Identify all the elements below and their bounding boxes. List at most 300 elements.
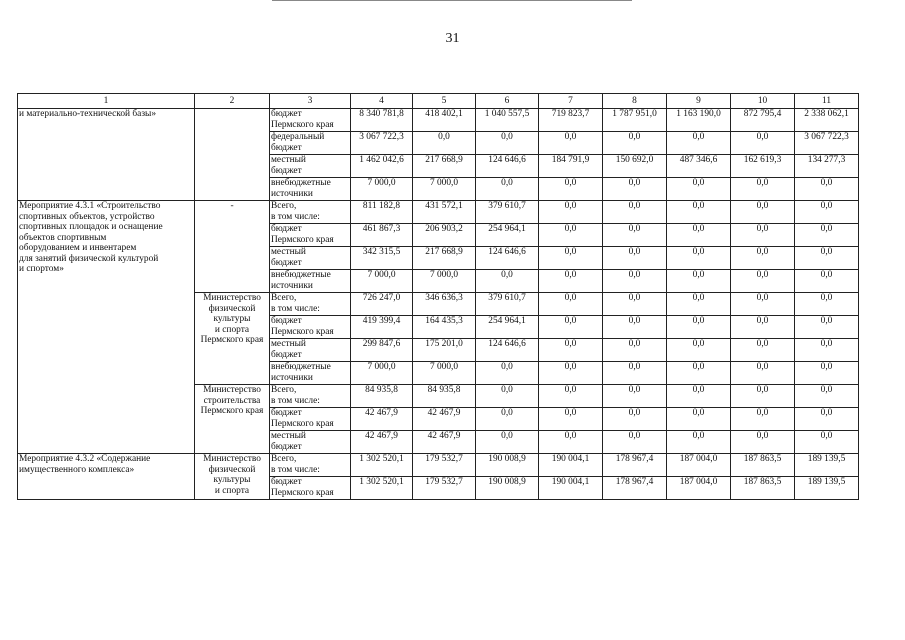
value-cell-line: 0,0 — [564, 270, 577, 280]
value-cell — [539, 293, 603, 316]
value-cell-line: 0,0 — [692, 316, 705, 326]
value-cell-line: 0,0 — [628, 201, 641, 211]
source-cell-line: источники — [271, 188, 313, 199]
value-cell — [731, 477, 795, 500]
value-cell-line: 178 967,4 — [615, 477, 654, 487]
value-cell — [603, 155, 667, 178]
value-cell-line: 42 467,9 — [427, 431, 461, 441]
source-cell-line: Всего, — [271, 385, 297, 395]
measure-name-line: Мероприятие 4.3.1 «Строительство — [19, 201, 161, 211]
value-cell-line: 0,0 — [692, 339, 705, 349]
value-cell-line: 299 847,6 — [362, 339, 401, 349]
value-cell-line: 42 467,9 — [427, 408, 461, 418]
value-cell-line: 0,0 — [564, 431, 577, 441]
value-cell-line: 0,0 — [501, 431, 513, 441]
value-cell-line: 217 668,9 — [425, 155, 463, 165]
value-cell-line: 0,0 — [820, 385, 833, 395]
value-cell — [667, 178, 731, 201]
value-cell-line: 84 935,8 — [365, 385, 398, 395]
value-cell — [667, 385, 731, 408]
value-cell — [351, 178, 413, 201]
value-cell — [603, 339, 667, 362]
value-cell — [539, 316, 603, 339]
value-cell — [539, 408, 603, 431]
value-cell — [603, 477, 667, 500]
value-cell-line: 0,0 — [628, 224, 641, 234]
value-cell — [795, 270, 859, 293]
value-cell — [539, 362, 603, 385]
value-cell-line: 150 692,0 — [615, 155, 654, 165]
source-cell-line: местный — [271, 431, 306, 441]
value-cell-line: 7 000,0 — [429, 362, 459, 372]
value-cell-line: 124 646,6 — [488, 155, 526, 165]
value-cell-line: 42 467,9 — [365, 408, 398, 418]
value-cell — [413, 109, 476, 132]
value-cell — [603, 109, 667, 132]
source-cell-line: федеральный — [271, 132, 325, 142]
value-cell-line: 175 201,0 — [425, 339, 463, 349]
value-cell — [413, 293, 476, 316]
source-cell — [270, 155, 351, 178]
value-cell-line: 346 636,3 — [425, 293, 463, 303]
source-cell-line: в том числе: — [271, 211, 320, 222]
value-cell — [539, 477, 603, 500]
value-cell-line: 0,0 — [564, 178, 577, 188]
value-cell-line: 178 967,4 — [615, 454, 654, 464]
value-cell-line: 0,0 — [564, 293, 577, 303]
source-cell-line: источники — [271, 372, 313, 383]
value-cell-line: 1 302 520,1 — [359, 454, 404, 464]
value-cell — [351, 408, 413, 431]
value-cell — [603, 385, 667, 408]
header-cell-line: 4 — [379, 95, 384, 106]
value-cell — [795, 109, 859, 132]
measure-name-line: спортивных объектов, устройство — [19, 211, 155, 222]
value-cell-line: 419 399,4 — [362, 316, 401, 326]
value-cell-line: 187 004,0 — [679, 454, 718, 464]
measure-name-line: и материально-технической базы» — [19, 109, 157, 119]
value-cell-line: 0,0 — [692, 270, 705, 280]
value-cell-line: 179 532,7 — [425, 477, 463, 487]
value-cell — [603, 132, 667, 155]
value-cell-line: 431 572,1 — [425, 201, 463, 211]
source-cell — [270, 224, 351, 247]
executor-dash-line: - — [230, 201, 234, 211]
header-cell-line: 7 — [568, 95, 573, 106]
value-cell-line: 1 040 557,5 — [484, 109, 530, 119]
value-cell-line: 379 610,7 — [488, 201, 526, 211]
value-cell — [413, 316, 476, 339]
value-cell-line: 0,0 — [692, 408, 705, 418]
header-cell-line: 8 — [632, 95, 637, 106]
source-cell — [270, 408, 351, 431]
table-row — [18, 94, 859, 109]
value-cell — [351, 155, 413, 178]
value-cell — [476, 155, 539, 178]
value-cell — [539, 339, 603, 362]
source-cell — [270, 316, 351, 339]
source-cell — [270, 477, 351, 500]
value-cell-line: 0,0 — [628, 362, 641, 372]
source-cell-line: бюджет — [271, 224, 302, 234]
header-cell — [731, 94, 795, 109]
value-cell-line: 7 000,0 — [367, 178, 396, 188]
value-cell-line: 189 139,5 — [807, 454, 846, 464]
value-cell-line: 0,0 — [564, 385, 577, 395]
value-cell — [413, 201, 476, 224]
value-cell-line: 0,0 — [756, 224, 769, 234]
value-cell — [603, 293, 667, 316]
value-cell — [667, 270, 731, 293]
source-cell-line: бюджет — [271, 408, 302, 418]
value-cell — [667, 224, 731, 247]
source-cell — [270, 247, 351, 270]
value-cell-line: 0,0 — [820, 270, 833, 280]
value-cell — [539, 201, 603, 224]
value-cell-line: 0,0 — [820, 316, 833, 326]
measure-name-line: и спортом» — [19, 264, 64, 274]
source-cell — [270, 454, 351, 477]
value-cell — [603, 408, 667, 431]
value-cell-line: 187 863,5 — [743, 454, 782, 464]
value-cell — [413, 155, 476, 178]
measure-name-line: имущественного комплекса» — [19, 464, 135, 475]
value-cell — [413, 454, 476, 477]
value-cell — [603, 454, 667, 477]
header-cell-line: 10 — [757, 95, 768, 106]
table-row — [18, 109, 859, 132]
executor-cell-line: строительства — [203, 395, 261, 406]
value-cell-line: 3 067 722,3 — [804, 132, 849, 142]
source-cell-line: Пермского края — [271, 418, 334, 429]
value-cell — [667, 362, 731, 385]
value-cell — [476, 132, 539, 155]
value-cell — [603, 431, 667, 454]
source-cell-line: Пермского края — [271, 326, 334, 337]
value-cell-line: 0,0 — [692, 224, 705, 234]
value-cell — [351, 339, 413, 362]
value-cell — [667, 155, 731, 178]
value-cell-line: 0,0 — [628, 339, 641, 349]
value-cell-line: 189 139,5 — [807, 477, 846, 487]
header-cell — [539, 94, 603, 109]
source-cell-line: местный — [271, 339, 306, 349]
source-cell — [270, 270, 351, 293]
value-cell-line: 0,0 — [756, 201, 769, 211]
value-cell — [667, 477, 731, 500]
executor-cell — [195, 385, 270, 454]
value-cell-line: 0,0 — [564, 132, 577, 142]
header-cell-line: 6 — [504, 95, 510, 106]
value-cell — [795, 132, 859, 155]
value-cell-line: 0,0 — [501, 270, 513, 280]
value-cell — [603, 178, 667, 201]
value-cell — [539, 132, 603, 155]
value-cell — [413, 339, 476, 362]
value-cell-line: 0,0 — [756, 431, 769, 441]
value-cell-line: 124 646,6 — [488, 339, 526, 349]
value-cell — [539, 178, 603, 201]
value-cell-line: 0,0 — [756, 178, 769, 188]
source-cell — [270, 431, 351, 454]
value-cell-line: 0,0 — [628, 316, 641, 326]
value-cell-line: 0,0 — [692, 178, 705, 188]
value-cell — [413, 270, 476, 293]
value-cell — [351, 362, 413, 385]
value-cell — [476, 293, 539, 316]
value-cell-line: 0,0 — [628, 247, 641, 257]
source-cell-line: Пермского края — [271, 234, 334, 245]
source-cell — [270, 293, 351, 316]
value-cell — [667, 339, 731, 362]
value-cell-line: 0,0 — [756, 316, 769, 326]
source-cell-line: бюджет — [271, 109, 302, 119]
header-cell — [795, 94, 859, 109]
value-cell — [351, 247, 413, 270]
value-cell-line: 0,0 — [564, 339, 577, 349]
value-cell — [476, 362, 539, 385]
value-cell-line: 2 338 062,1 — [804, 109, 849, 119]
value-cell — [795, 477, 859, 500]
value-cell — [795, 408, 859, 431]
value-cell — [603, 316, 667, 339]
value-cell — [731, 316, 795, 339]
value-cell-line: 0,0 — [756, 270, 769, 280]
value-cell-line: 0,0 — [756, 132, 769, 142]
value-cell-line: 0,0 — [692, 293, 705, 303]
value-cell — [413, 477, 476, 500]
value-cell-line: 190 004,1 — [551, 477, 590, 487]
value-cell — [476, 224, 539, 247]
source-cell-line: бюджет — [271, 257, 302, 268]
value-cell — [413, 247, 476, 270]
value-cell — [603, 224, 667, 247]
measure-name-line: Мероприятие 4.3.2 «Содержание — [19, 454, 151, 464]
measure-name — [18, 454, 195, 500]
value-cell — [731, 362, 795, 385]
value-cell — [603, 362, 667, 385]
value-cell — [667, 316, 731, 339]
value-cell — [731, 109, 795, 132]
value-cell-line: 1 302 520,1 — [359, 477, 404, 487]
value-cell-line: 461 867,3 — [362, 224, 401, 234]
value-cell — [413, 132, 476, 155]
value-cell-line: 0,0 — [756, 385, 769, 395]
source-cell-line: в том числе: — [271, 303, 320, 314]
value-cell-line: 0,0 — [628, 270, 641, 280]
value-cell-line: 1 163 190,0 — [676, 109, 721, 119]
value-cell — [539, 385, 603, 408]
value-cell — [795, 316, 859, 339]
value-cell — [731, 201, 795, 224]
source-cell-line: внебюджетные — [271, 270, 331, 280]
value-cell-line: 124 646,6 — [488, 247, 526, 257]
value-cell-line: 187 863,5 — [743, 477, 782, 487]
value-cell — [351, 431, 413, 454]
source-cell-line: Пермского края — [271, 487, 334, 498]
source-cell-line: бюджет — [271, 316, 302, 326]
value-cell — [731, 247, 795, 270]
source-cell-line: внебюджетные — [271, 362, 331, 372]
header-cell-line: 3 — [307, 95, 313, 106]
value-cell — [413, 408, 476, 431]
value-cell-line: 7 000,0 — [367, 362, 396, 372]
value-cell-line: 190 008,9 — [488, 454, 526, 464]
value-cell — [731, 132, 795, 155]
value-cell — [413, 362, 476, 385]
executor-cell-line: Пермского края — [200, 335, 264, 345]
value-cell — [667, 132, 731, 155]
value-cell-line: 190 004,1 — [551, 454, 590, 464]
value-cell — [795, 454, 859, 477]
value-cell-line: 84 935,8 — [427, 385, 461, 395]
value-cell-line: 190 008,9 — [488, 477, 526, 487]
value-cell-line: 42 467,9 — [365, 431, 398, 441]
source-cell-line: бюджет — [271, 142, 302, 153]
executor-cell-line: Министерство — [203, 454, 261, 464]
value-cell-line: 342 315,5 — [362, 247, 401, 257]
value-cell — [603, 270, 667, 293]
source-cell-line: Пермского края — [271, 119, 334, 130]
value-cell — [539, 247, 603, 270]
value-cell — [795, 155, 859, 178]
value-cell-line: 187 004,0 — [679, 477, 718, 487]
value-cell-line: 8 340 781,8 — [359, 109, 404, 119]
value-cell — [476, 201, 539, 224]
header-cell — [270, 94, 351, 109]
source-cell — [270, 109, 351, 132]
value-cell-line: 487 346,6 — [679, 155, 718, 165]
value-cell — [539, 454, 603, 477]
value-cell — [795, 224, 859, 247]
value-cell-line: 0,0 — [820, 224, 833, 234]
measure-name-line: объектов спортивным — [19, 232, 107, 243]
budget-table — [17, 93, 859, 500]
value-cell — [603, 247, 667, 270]
source-cell — [270, 132, 351, 155]
source-cell — [270, 201, 351, 224]
value-cell-line: 0,0 — [501, 132, 513, 142]
top-rule — [272, 0, 632, 1]
value-cell-line: 7 000,0 — [367, 270, 396, 280]
value-cell-line: 811 182,8 — [362, 201, 401, 211]
header-cell — [413, 94, 476, 109]
value-cell-line: 162 619,3 — [743, 155, 782, 165]
value-cell-line: 0,0 — [628, 385, 641, 395]
source-cell-line: бюджет — [271, 441, 302, 452]
value-cell — [351, 477, 413, 500]
value-cell — [667, 408, 731, 431]
value-cell — [476, 316, 539, 339]
value-cell — [476, 339, 539, 362]
executor-cell-line: Министерство — [203, 293, 261, 303]
value-cell-line: 0,0 — [820, 293, 833, 303]
measure-name-line: спортивных площадок и оснащение — [19, 222, 163, 232]
value-cell — [539, 270, 603, 293]
executor-dash — [195, 201, 270, 293]
value-cell-line: 3 067 722,3 — [359, 132, 404, 142]
value-cell-line: 0,0 — [628, 293, 641, 303]
value-cell — [731, 224, 795, 247]
executor-cell-line: Пермского края — [200, 406, 264, 416]
source-cell-line: внебюджетные — [271, 178, 331, 188]
value-cell-line: 0,0 — [820, 178, 833, 188]
value-cell — [351, 132, 413, 155]
value-cell-line: 184 791,9 — [551, 155, 590, 165]
value-cell — [351, 316, 413, 339]
value-cell — [603, 201, 667, 224]
value-cell-line: 0,0 — [501, 362, 513, 372]
value-cell-line: 179 532,7 — [425, 454, 463, 464]
header-cell-line: 1 — [103, 95, 109, 106]
value-cell — [351, 385, 413, 408]
value-cell-line: 0,0 — [820, 408, 833, 418]
value-cell-line: 0,0 — [756, 247, 769, 257]
executor-cell-line: культуры — [213, 475, 251, 485]
value-cell-line: 0,0 — [628, 178, 641, 188]
value-cell — [476, 109, 539, 132]
source-cell — [270, 178, 351, 201]
executor-cell — [195, 454, 270, 500]
value-cell — [539, 109, 603, 132]
value-cell-line: 206 903,2 — [425, 224, 463, 234]
value-cell-line: 1 787 951,0 — [612, 109, 657, 119]
value-cell — [476, 477, 539, 500]
header-cell-line: 11 — [821, 95, 832, 106]
value-cell — [731, 155, 795, 178]
value-cell — [667, 247, 731, 270]
value-cell — [731, 178, 795, 201]
value-cell-line: 0,0 — [692, 132, 705, 142]
value-cell — [731, 408, 795, 431]
executor-cell — [195, 293, 270, 385]
measure-name — [18, 109, 195, 201]
source-cell-line: Всего, — [271, 201, 297, 211]
value-cell-line: 0,0 — [820, 362, 833, 372]
value-cell — [351, 270, 413, 293]
value-cell — [413, 385, 476, 408]
value-cell — [351, 201, 413, 224]
value-cell-line: 7 000,0 — [429, 270, 459, 280]
value-cell-line: 0,0 — [564, 362, 577, 372]
value-cell-line: 0,0 — [692, 362, 705, 372]
value-cell — [413, 178, 476, 201]
header-cell — [476, 94, 539, 109]
value-cell — [539, 431, 603, 454]
value-cell-line: 0,0 — [692, 201, 705, 211]
value-cell — [731, 270, 795, 293]
value-cell-line: 726 247,0 — [362, 293, 401, 303]
source-cell-line: источники — [271, 280, 313, 291]
executor-cell-line: и спорта — [214, 324, 250, 335]
value-cell — [351, 293, 413, 316]
executor-cell-line: и спорта — [214, 485, 250, 496]
value-cell — [795, 293, 859, 316]
value-cell-line: 254 964,1 — [488, 224, 526, 234]
header-cell — [195, 94, 270, 109]
value-cell — [795, 362, 859, 385]
value-cell-line: 418 402,1 — [425, 109, 463, 119]
value-cell-line: 0,0 — [501, 385, 513, 395]
value-cell — [731, 293, 795, 316]
source-cell-line: бюджет — [271, 349, 302, 360]
executor-cell-line: культуры — [213, 314, 251, 324]
header-cell — [18, 94, 195, 109]
value-cell — [413, 431, 476, 454]
value-cell — [476, 178, 539, 201]
value-cell — [795, 201, 859, 224]
value-cell — [476, 385, 539, 408]
